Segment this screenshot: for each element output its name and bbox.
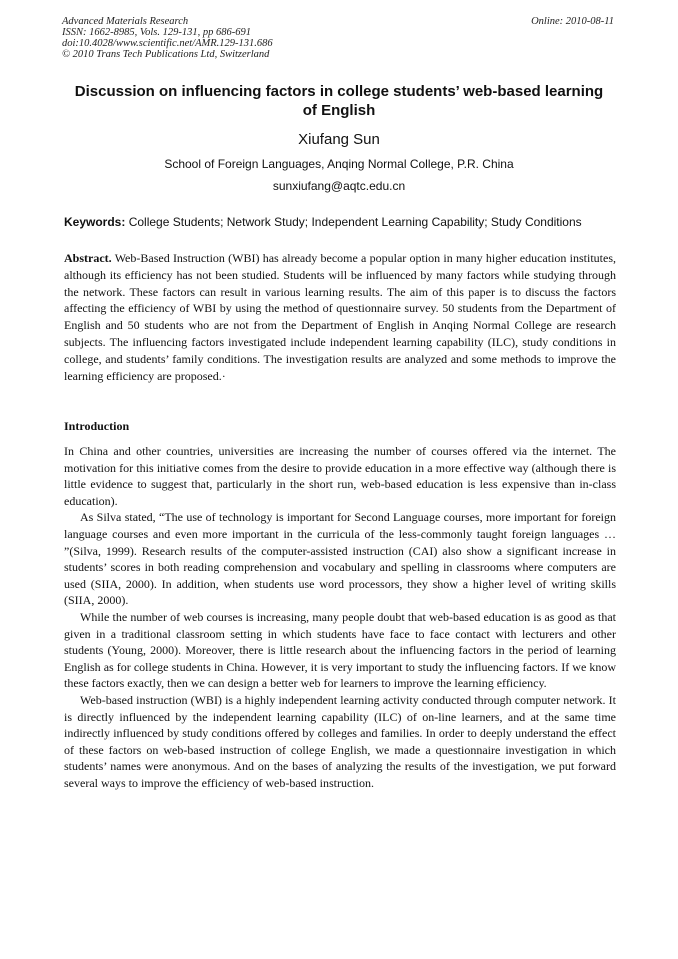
keywords [64,215,616,230]
journal-header [62,16,273,60]
keywords-text: College Students; Network Study; Independent Learning Capability; Study Conditions [128,215,582,229]
keywords-label: Keywords: [64,215,126,229]
introduction-body [64,443,616,791]
online-date: Online: 2010-08-11 [531,16,614,27]
author-email: sunxiufang@aqtc.edu.cn [272,179,406,193]
intro-paragraph-2: As Silva stated, “The use of technology is important for Second Language courses, more important for foreign language courses and even more important in the curricula of the less-commonly taught foreign languages … ”(Silva, 1999). Research results of the computer-assisted instruction (CAI) also show a significant increase in students’ scores in both reading comprehension and vocabulary and spelling in classrooms where computers are used (SIIA, 2000). In addition, when students use word processors, they show a higher level of writing skills (SIIA, 2000). [64,510,616,608]
intro-paragraph-1: In China and other countries, universities are increasing the number of courses offered via the internet. The motivation for this initiative comes from the desire to provide education in a more effective way (although there is little evidence to suggest that, particularly in the short run, web-based education is less expensive than in-class education). [64,444,616,508]
journal-copyright: © 2010 Trans Tech Publications Ltd, Switzerland [62,49,270,60]
abstract-text: Web-Based Instruction (WBI) has already become a popular option in many higher education institutes, although its efficiency has not been studied. Students will be influenced by many factors while studying through the network. These factors can result in various learning results. The aim of this paper is to discuss the factors affecting the efficiency of WBI by using the method of questionnaire survey. 50 students from the Department of English and 50 students who are not from the Department of English in Anqing Normal College are research subjects. The influencing factors investigated include independent learning capability (ILC), study conditions in college, and students’ family conditions. The investigation results are analyzed and some methods to improve the learning efficiency are proposed.· [64,251,616,383]
author-name: Xiufang Sun [298,131,380,148]
intro-paragraph-4: Web-based instruction (WBI) is a highly independent learning activity conducted through computer network. It is directly influenced by the independent learning capability (ILC) of on-line learners, and at the same time indirectly influenced by study conditions offered by colleges and families. In order to deeply understand the effect of these factors on web-based instruction of college English, we made a questionnaire investigation in which students’ names were anonymous. And on the bases of analyzing the results of the investigation, we put forward several ways to improve the efficiency of web-based instruction. [64,692,616,790]
journal-issn: ISSN: 1662-8985, Vols. 129-131, pp 686-691 [62,27,251,38]
paper-title: Discussion on influencing factors in college students’ web-based learning of English [74,83,604,119]
section-heading-introduction: Introduction [64,419,130,433]
abstract-label: Abstract. [64,251,112,265]
intro-paragraph-3: While the number of web courses is increasing, many people doubt that web-based education is as good as that given in a traditional classroom setting in which students have face to face contact with lecturers and other students (Young, 2000). Moreover, there is little research about the influencing factors in the period of learning English as for college students in China. However, it is very important to study the influencing factors. If we know these factors exactly, then we can design a better web for learners to improve the learning efficiency. [64,609,616,691]
journal-name: Advanced Materials Research [62,16,189,27]
abstract [64,250,616,384]
journal-doi: doi:10.4028/www.scientific.net/AMR.129-131.686 [62,38,273,49]
author-affiliation: School of Foreign Languages, Anqing Normal College, P.R. China [164,157,514,171]
